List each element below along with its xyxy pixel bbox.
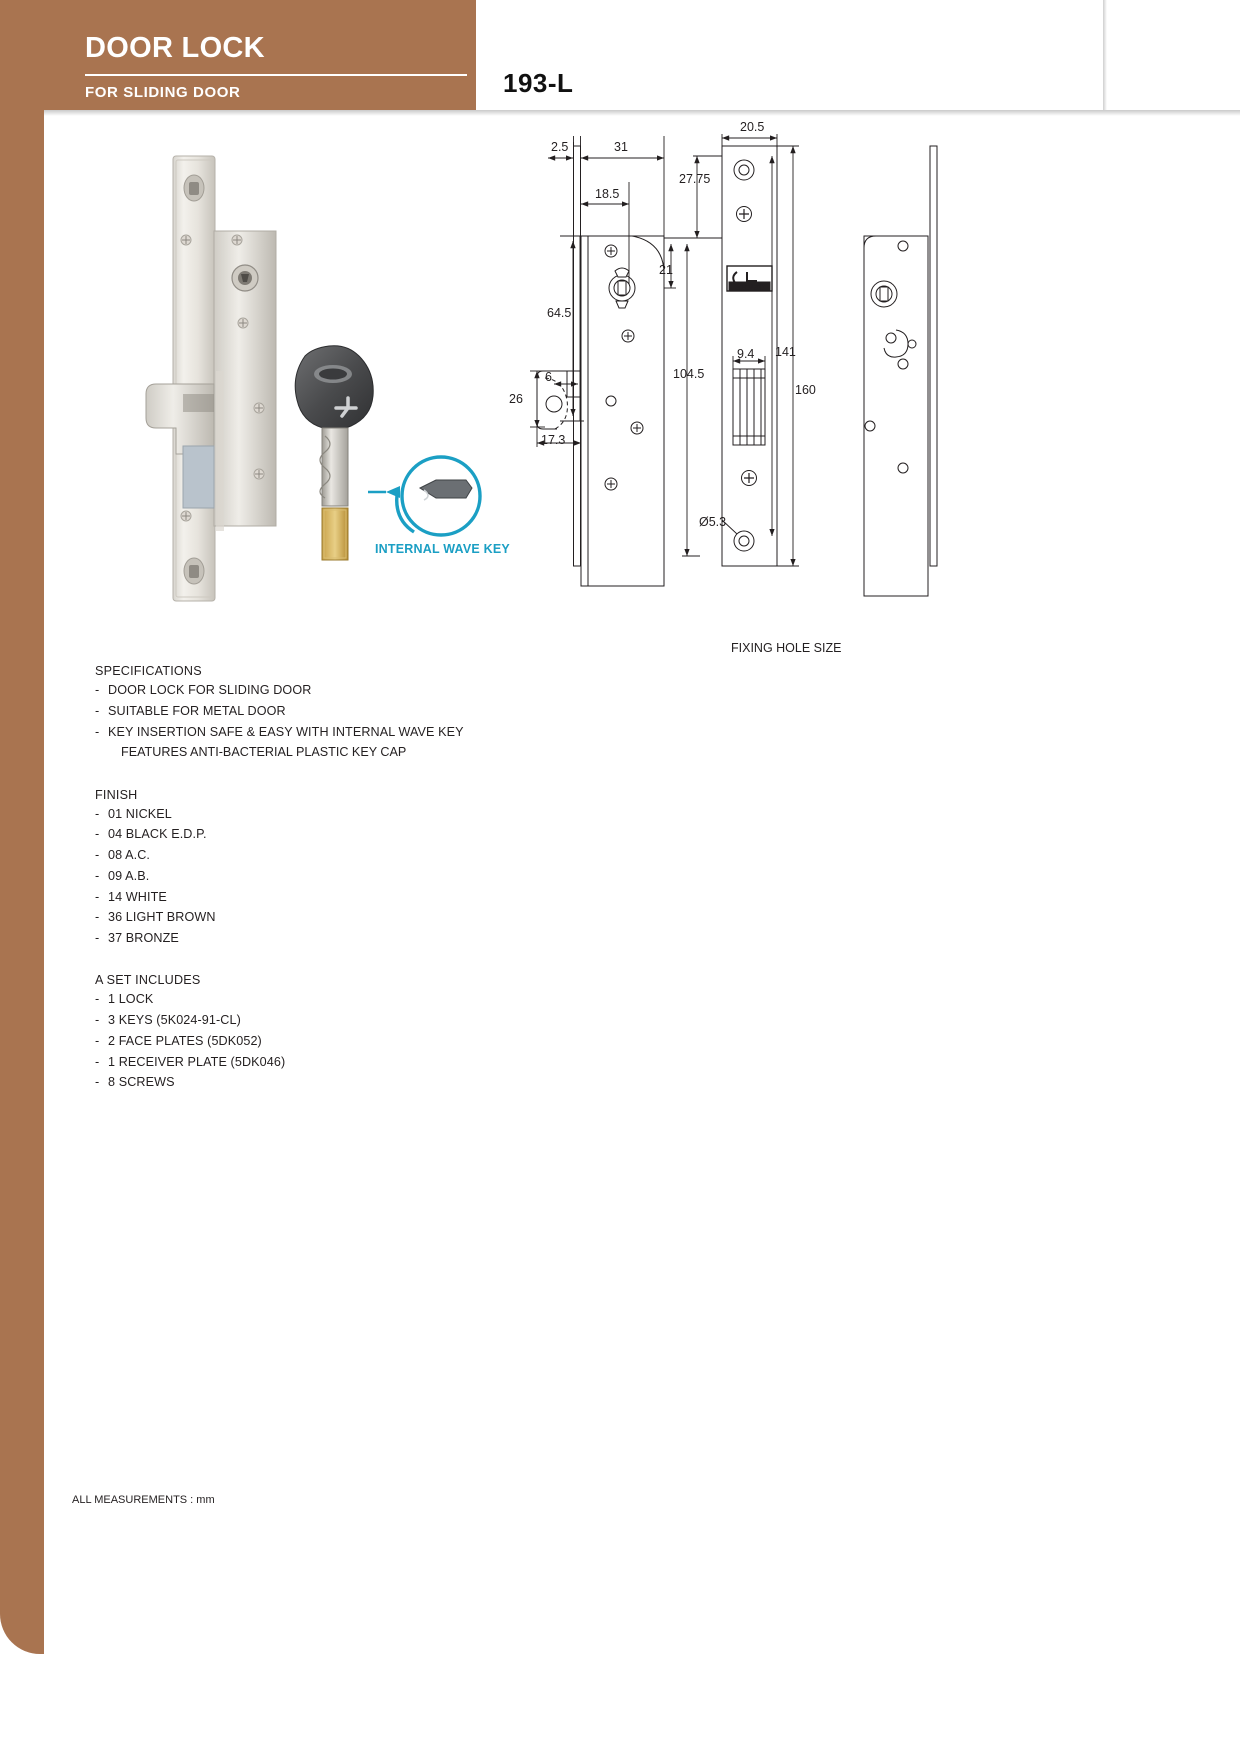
list-item: [95, 723, 655, 741]
fixing-hole-size-label: FIXING HOLE SIZE: [731, 641, 842, 655]
list-item: [95, 1011, 655, 1029]
bullet-dash: -: [95, 703, 100, 718]
set-item-1: 3 KEYS (5K024-91-CL): [108, 1013, 241, 1027]
specifications-heading: SPECIFICATIONS: [95, 664, 202, 678]
finish-item-1: 04 BLACK E.D.P.: [108, 827, 207, 842]
finish-item-6: 37 BRONZE: [108, 931, 179, 945]
dim-18-5: 18.5: [595, 187, 620, 201]
spec-item-1: SUITABLE FOR METAL DOOR: [108, 703, 286, 718]
dim-17-3: 17.3: [541, 433, 566, 447]
list-item: [95, 1073, 655, 1091]
bullet-dash: -: [95, 1075, 100, 1090]
product-photo-lock: [146, 156, 276, 601]
svg-text:CyberLock: CyberLock: [735, 285, 764, 291]
specifications-block: [95, 664, 655, 762]
internal-wave-key-label: INTERNAL WAVE KEY: [375, 542, 510, 556]
header-divider: [85, 74, 467, 76]
measurement-note: ALL MEASUREMENTS : mm: [72, 1494, 215, 1506]
list-item: [95, 867, 655, 885]
drawing-side-section: [537, 142, 664, 586]
set-item-3: 1 RECEIVER PLATE (5DK046): [108, 1054, 286, 1069]
set-includes-heading: A SET INCLUDES: [95, 973, 201, 988]
bullet-dash: -: [95, 1033, 100, 1048]
finish-item-2: 08 A.C.: [108, 848, 151, 862]
spec-item-2-continuation: FEATURES ANTI-BACTERIAL PLASTIC KEY CAP: [121, 745, 407, 760]
dim-27-75: 27.75: [679, 172, 711, 186]
bullet-dash: -: [95, 806, 100, 821]
dim-9-4: 9.4: [737, 347, 755, 361]
finish-item-4: 14 WHITE: [108, 889, 167, 904]
page-subtitle: FOR SLIDING DOOR: [85, 84, 241, 101]
specification-text-column: [95, 664, 655, 1118]
dim-21: 21: [659, 263, 673, 277]
list-item: [95, 825, 655, 843]
dim-26: 26: [509, 392, 523, 406]
dim-141: 141: [775, 345, 796, 359]
dim-2-5: 2.5: [551, 140, 569, 154]
bullet-dash: -: [95, 848, 100, 862]
dim-160: 160: [795, 383, 816, 397]
set-item-2: 2 FACE PLATES (5DK052): [108, 1033, 262, 1048]
bullet-dash: -: [95, 724, 100, 739]
spec-item-0: DOOR LOCK FOR SLIDING DOOR: [108, 683, 312, 697]
dim-104-5: 104.5: [673, 367, 705, 381]
finish-heading: FINISH: [95, 787, 138, 802]
list-item: [95, 908, 655, 926]
set-includes-block: [95, 973, 655, 1091]
finish-item-3: 09 A.B.: [108, 868, 150, 883]
drawing-svg: [0, 116, 1240, 636]
bullet-dash: -: [95, 889, 100, 904]
finish-item-5: 36 LIGHT BROWN: [108, 910, 216, 925]
dim-dia-5-3: Ø5.3: [699, 515, 727, 529]
dim-6: 6: [545, 370, 552, 384]
technical-drawing-area: [0, 116, 1240, 636]
bullet-dash: -: [95, 992, 100, 1007]
bullet-dash: -: [95, 827, 100, 842]
wave-key-callout: [368, 457, 480, 535]
bullet-dash: -: [95, 931, 100, 945]
list-item: [95, 990, 655, 1008]
dim-31: 31: [614, 140, 628, 154]
bullet-dash: -: [95, 868, 100, 883]
set-item-4: 8 SCREWS: [108, 1075, 175, 1090]
bullet-dash: -: [95, 1013, 100, 1027]
page-title: DOOR LOCK: [85, 32, 265, 64]
list-item: [95, 1053, 655, 1071]
spec-item-2: KEY INSERTION SAFE & EASY WITH INTERNAL WAVE KEY: [108, 724, 464, 739]
product-photo-key: [295, 346, 373, 560]
finish-item-0: 01 NICKEL: [108, 806, 172, 821]
model-number: 193-L: [503, 68, 574, 98]
bullet-dash: -: [95, 683, 100, 697]
list-item: [95, 1032, 655, 1050]
dim-20-5: 20.5: [740, 120, 765, 134]
dim-64-5: 64.5: [547, 306, 572, 320]
set-item-0: 1 LOCK: [108, 992, 154, 1007]
header-edge-shadow: [1103, 0, 1107, 112]
list-item: [95, 846, 655, 864]
list-item: [95, 702, 655, 720]
list-item: [95, 929, 655, 947]
finish-block: [95, 788, 655, 948]
drawing-receiver-plate: [864, 146, 937, 596]
dimensions-left: [530, 136, 664, 447]
bullet-dash: -: [95, 910, 100, 925]
bullet-dash: -: [95, 1054, 100, 1069]
list-item: [95, 805, 655, 823]
list-item: [95, 888, 655, 906]
list-item: [95, 681, 655, 699]
